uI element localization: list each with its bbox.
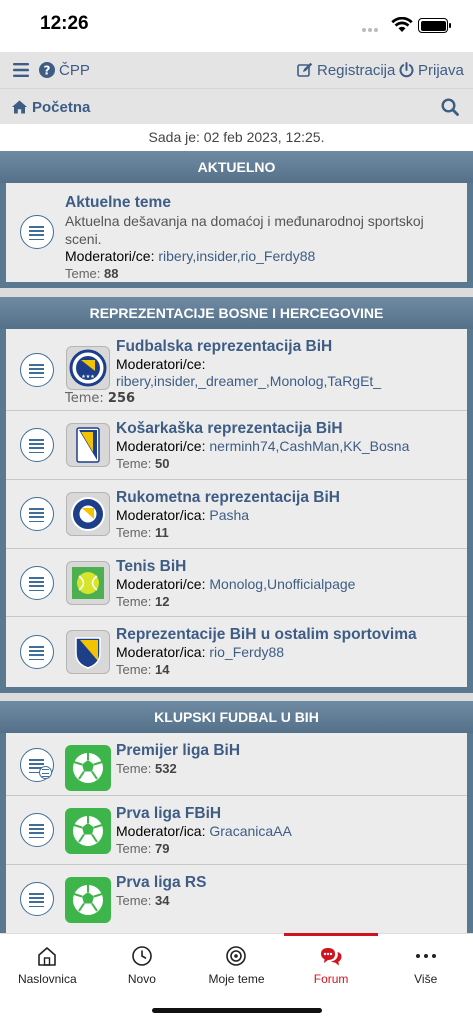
tab-label: Novo: [127, 972, 156, 986]
moderators-label: Moderatori/ce:: [116, 438, 206, 454]
topics-count: 14: [155, 662, 170, 677]
moderators-label: Moderatori/ce:: [116, 356, 206, 372]
status-time: 12:26: [40, 13, 89, 34]
forum-title[interactable]: Prva liga FBiH: [116, 805, 222, 822]
moderators-label: Moderator/ica:: [116, 507, 206, 523]
forum-title[interactable]: Reprezentacije BiH u ostalim sportovima: [116, 626, 417, 643]
question-circle-icon: [39, 62, 55, 78]
status-bar: [0, 0, 473, 52]
forum-row[interactable]: [6, 796, 467, 865]
chat-bubbles-icon: [319, 945, 343, 967]
svg-text:?: ?: [43, 63, 51, 78]
register-link[interactable]: [297, 52, 395, 88]
tab-forum[interactable]: [284, 934, 379, 996]
search-button[interactable]: [441, 98, 459, 120]
tab-vise[interactable]: [378, 934, 473, 996]
forum-row[interactable]: [6, 329, 467, 411]
category-klupski-fudbal: [0, 701, 473, 933]
forum-row[interactable]: [6, 480, 467, 549]
topics-count: 532: [155, 761, 177, 776]
current-time: Sada je: 02 feb 2023, 12:25.: [0, 124, 473, 151]
login-label: Prijava: [418, 61, 464, 79]
svg-text:★★★: ★★★: [81, 374, 95, 380]
category-title[interactable]: KLUPSKI FUDBAL U BIH: [0, 701, 473, 733]
forum-read-icon: [20, 882, 54, 916]
forum-read-icon: [20, 215, 54, 249]
faq-link[interactable]: [39, 52, 90, 88]
category-reprezentacije: [0, 297, 473, 693]
battery-icon: [418, 18, 448, 33]
forum-row[interactable]: [6, 865, 467, 933]
tennis-ball-logo: [66, 561, 110, 605]
category-aktuelno: [0, 151, 473, 288]
topics-label: Teme:: [116, 456, 152, 471]
forum-description: Aktuelna dešavanja na domaćoj i međunarodnoj sportskoj sceni.: [65, 213, 424, 247]
topics-count: 11: [155, 525, 169, 540]
forum-list: [0, 151, 473, 933]
hamburger-icon: [13, 63, 29, 77]
topics-count: 256: [107, 391, 136, 406]
forum-row[interactable]: [6, 549, 467, 617]
home-icon: [12, 100, 27, 114]
soccer-ball-logo: [65, 877, 111, 923]
forum-read-icon: [20, 566, 54, 600]
topics-count: 12: [155, 594, 170, 609]
target-icon: [225, 945, 247, 967]
category-title[interactable]: REPREZENTACIJE BOSNE I HERCEGOVINE: [0, 297, 473, 329]
forum-title[interactable]: Aktuelne teme: [65, 194, 171, 211]
register-label: Registracija: [317, 61, 396, 79]
topics-label: Teme:: [116, 841, 152, 856]
signal-dots-icon: [362, 28, 384, 32]
forum-row[interactable]: [6, 411, 467, 480]
topics-label: Teme:: [65, 266, 101, 281]
moderators-list[interactable]: Pasha: [209, 507, 250, 523]
power-icon: [399, 62, 414, 78]
moderators-label: Moderator/ica:: [116, 644, 206, 660]
wifi-icon: [391, 17, 413, 37]
topics-label: Teme:: [116, 594, 152, 609]
forum-read-icon: [20, 635, 54, 669]
forum-row[interactable]: [6, 733, 467, 796]
topics-count: 79: [155, 841, 170, 856]
forum-title[interactable]: Košarkaška reprezentacija BiH: [116, 420, 343, 437]
breadcrumb-home-label: Početna: [32, 98, 91, 116]
topics-label: Teme:: [116, 893, 152, 908]
moderators-label: Moderator/ica:: [116, 823, 206, 839]
tab-label: Forum: [313, 972, 349, 986]
moderators-label: Moderatori/ce:: [65, 248, 155, 264]
forum-read-subforums-icon: [20, 748, 54, 782]
forum-read-icon: [20, 497, 54, 531]
home-indicator: [152, 1008, 322, 1013]
moderators-list[interactable]: rio_Ferdy88: [209, 644, 285, 660]
forum-title[interactable]: Premijer liga BiH: [116, 742, 241, 759]
topics-count: 34: [155, 893, 170, 908]
football-federation-logo: [66, 346, 110, 390]
tab-label: Naslovnica: [17, 972, 77, 986]
topics-label: Teme:: [65, 391, 104, 406]
moderators-list[interactable]: ribery,insider,_dreamer_,Monolog,TaRgEt_: [116, 373, 382, 389]
more-dots-icon: [415, 953, 437, 959]
forum-title[interactable]: Prva liga RS: [116, 874, 207, 891]
tab-label: Moje teme: [208, 972, 265, 986]
category-title[interactable]: AKTUELNO: [0, 151, 473, 183]
handball-federation-logo: [66, 492, 110, 536]
breadcrumb-home[interactable]: [12, 89, 90, 125]
topics-count: 50: [155, 456, 170, 471]
tab-novo[interactable]: [95, 934, 190, 996]
forum-title[interactable]: Tenis BiH: [116, 558, 187, 575]
tab-label: Više: [414, 972, 438, 986]
soccer-ball-logo: [65, 808, 111, 854]
moderators-label: Moderatori/ce:: [116, 576, 206, 592]
bih-coat-of-arms-logo: [66, 630, 110, 674]
topics-label: Teme:: [116, 761, 152, 776]
soccer-ball-logo: [65, 745, 111, 791]
forum-read-icon: [20, 428, 54, 462]
login-link[interactable]: [399, 52, 464, 88]
moderators-list[interactable]: ribery,insider,rio_Ferdy88: [158, 248, 316, 264]
breadcrumb: [0, 88, 473, 124]
forum-title[interactable]: Fudbalska reprezentacija BiH: [116, 338, 333, 355]
topics-label: Teme:: [116, 662, 152, 677]
forum-read-icon: [20, 353, 54, 387]
menu-button[interactable]: [13, 52, 29, 88]
topics-count: 88: [104, 266, 119, 281]
top-navigation: [0, 52, 473, 88]
tab-naslovnica[interactable]: [0, 934, 95, 996]
tab-moje-teme[interactable]: [189, 934, 284, 996]
topics-label: Teme:: [116, 525, 152, 540]
forum-read-icon: [20, 813, 54, 847]
forum-row[interactable]: [6, 183, 467, 282]
home-icon: [36, 945, 58, 967]
edit-icon: [297, 62, 313, 78]
category-body: [6, 183, 467, 282]
faq-label: ČPP: [59, 61, 90, 79]
basketball-federation-logo: [66, 423, 110, 467]
moderators-list[interactable]: GracanicaAA: [209, 823, 292, 839]
forum-title[interactable]: Rukometna reprezentacija BiH: [116, 489, 340, 506]
moderators-list[interactable]: nerminh74,CashMan,KK_Bosna: [209, 438, 410, 454]
clock-icon: [131, 945, 153, 967]
forum-row[interactable]: [6, 617, 467, 687]
search-icon: [441, 98, 459, 116]
moderators-list[interactable]: Monolog,Unofficialpage: [209, 576, 356, 592]
